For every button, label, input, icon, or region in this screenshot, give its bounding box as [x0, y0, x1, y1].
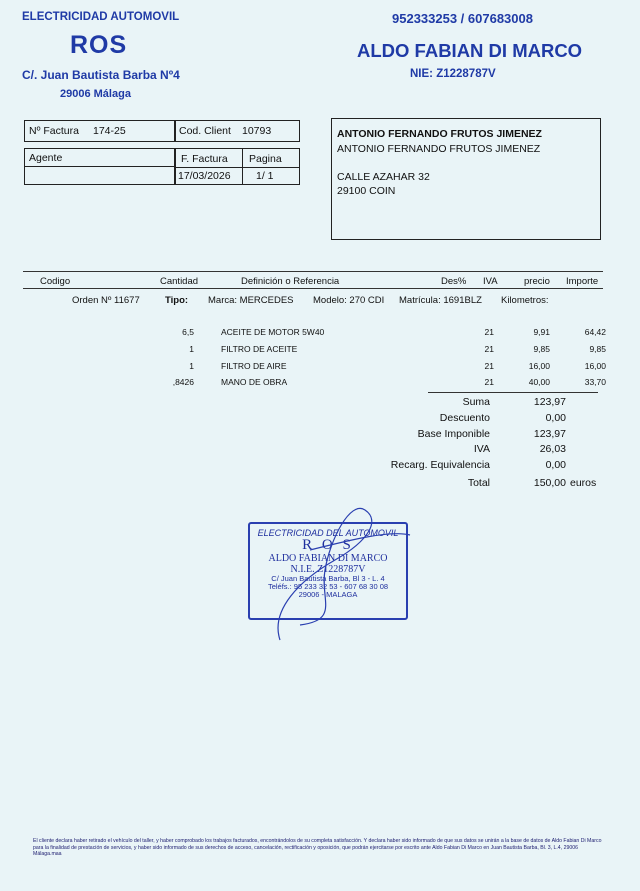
phone-numbers: 952333253 / 607683008 — [392, 11, 533, 26]
company-name-top: ELECTRICIDAD AUTOMOVIL — [22, 11, 180, 23]
invoice-date-box — [175, 148, 300, 185]
col-cantidad: Cantidad — [160, 276, 199, 287]
row-precio: 9,85 — [533, 344, 550, 354]
row-desc: FILTRO DE ACEITE — [221, 344, 298, 354]
legal-footer: El cliente declara haber retirado el vehículo del taller, y haber comprobado los trabajos facturados, encontrándolos de su completa satisfacción. Y declara haber sido informado de que sus datos se unirán a la base de datos de Aldo Fabian Di Marco para la finalidad de prestación de servicios, y haber sido informado de sus derechos de acceso, cancelación, rectificación y oposición, que podrán ejercitarse por escrito ante Aldo Fabian Di Marco en Juan Bautista Barba, Bl. 3, L.4, 29006 Málaga.maa — [33, 838, 602, 857]
client-name-primary: ANTONIO FERNANDO FRUTOS JIMENEZ — [337, 128, 542, 140]
sum-value: 123,97 — [533, 396, 566, 408]
company-city: 29006 Málaga — [60, 88, 131, 100]
col-descuento: Des% — [441, 276, 467, 287]
surcharge-label: Recarg. Equivalencia — [390, 459, 490, 471]
page-label: Pagina — [249, 153, 282, 165]
stamp-line-1: ELECTRICIDAD DEL AUTOMOVIL — [257, 528, 399, 538]
stamp-line-4: N.I.E. Z1228787V — [290, 563, 366, 575]
row-precio: 9,91 — [533, 327, 550, 337]
vat-value: 26,03 — [539, 443, 566, 455]
invoice-date-label: F. Factura — [181, 153, 228, 165]
row-qty: 1 — [189, 344, 194, 354]
client-street: CALLE AZAHAR 32 — [337, 171, 430, 183]
col-importe: Importe — [566, 276, 599, 287]
order-brand: Marca: MERCEDES — [208, 295, 294, 306]
totals-rule — [428, 392, 598, 393]
client-code-value: 10793 — [242, 125, 272, 137]
row-precio: 40,00 — [528, 377, 550, 387]
invoice-number-label: Nº Factura — [29, 125, 79, 137]
client-code-label: Cod. Client — [179, 125, 231, 137]
row-iva: 21 — [484, 377, 494, 387]
page-value: 1/ 1 — [256, 170, 274, 182]
row-qty: 6,5 — [182, 327, 194, 337]
client-name-secondary: ANTONIO FERNANDO FRUTOS JIMENEZ — [337, 143, 541, 155]
col-definicion: Definición o Referencia — [241, 276, 340, 287]
brand-ros: ROS — [70, 31, 128, 59]
order-number: Orden Nº 11677 — [72, 295, 140, 306]
owner-name: ALDO FABIAN DI MARCO — [357, 40, 583, 61]
row-iva: 21 — [484, 344, 494, 354]
order-plate: Matrícula: 1691BLZ — [399, 295, 482, 306]
order-kilometers: Kilometros: — [501, 295, 549, 306]
row-iva: 21 — [484, 327, 494, 337]
row-importe: 64,42 — [584, 327, 606, 337]
tax-base-label: Base Imponible — [417, 428, 490, 440]
agent-label: Agente — [29, 152, 63, 164]
agent-box — [24, 148, 175, 185]
client-city: 29100 COIN — [337, 185, 396, 197]
total-currency: euros — [570, 477, 597, 489]
total-label: Total — [467, 477, 490, 489]
row-importe: 9,85 — [589, 344, 606, 354]
stamp-line-5: C/ Juan Bautista Barba, Bl 3 - L. 4 — [271, 574, 385, 584]
order-type: Tipo: — [165, 295, 189, 306]
stamp-line-6: Teléfs.: 95 233 32 53 - 607 68 30 08 — [267, 582, 389, 592]
col-precio: precio — [524, 276, 550, 287]
invoice-number-value: 174-25 — [93, 125, 126, 137]
client-address-box — [331, 118, 601, 240]
surcharge-value: 0,00 — [545, 459, 566, 471]
row-precio: 16,00 — [528, 361, 550, 371]
signature-scribble — [240, 500, 420, 650]
client-code-box — [175, 120, 300, 142]
table-header-rule — [23, 288, 603, 289]
row-importe: 33,70 — [584, 377, 606, 387]
tax-base-value: 123,97 — [533, 428, 566, 440]
stamp-line-7: 29006 - MALAGA — [298, 589, 358, 599]
invoice-date-value: 17/03/2026 — [178, 170, 231, 182]
row-iva: 21 — [484, 361, 494, 371]
table-top-rule — [23, 271, 603, 272]
row-desc: ACEITE DE MOTOR 5W40 — [221, 327, 325, 337]
stamp-line-3: ALDO FABIAN DI MARCO — [268, 553, 388, 565]
row-importe: 16,00 — [584, 361, 606, 371]
row-qty: ,8426 — [172, 377, 194, 387]
vat-label: IVA — [473, 443, 490, 455]
row-desc: FILTRO DE AIRE — [221, 361, 287, 371]
col-iva: IVA — [483, 276, 498, 287]
stamp-line-2: R O S — [302, 537, 354, 554]
sum-label: Suma — [462, 396, 490, 408]
discount-value: 0,00 — [545, 412, 566, 424]
row-desc: MANO DE OBRA — [221, 377, 288, 387]
nie-number: NIE: Z1228787V — [410, 68, 496, 80]
discount-label: Descuento — [439, 412, 490, 424]
order-model: Modelo: 270 CDI — [313, 295, 385, 306]
total-value: 150,00 — [533, 477, 566, 489]
row-qty: 1 — [189, 361, 194, 371]
col-codigo: Codigo — [40, 276, 71, 287]
company-address: C/. Juan Bautista Barba Nº4 — [22, 68, 180, 82]
invoice-number-box — [24, 120, 175, 142]
